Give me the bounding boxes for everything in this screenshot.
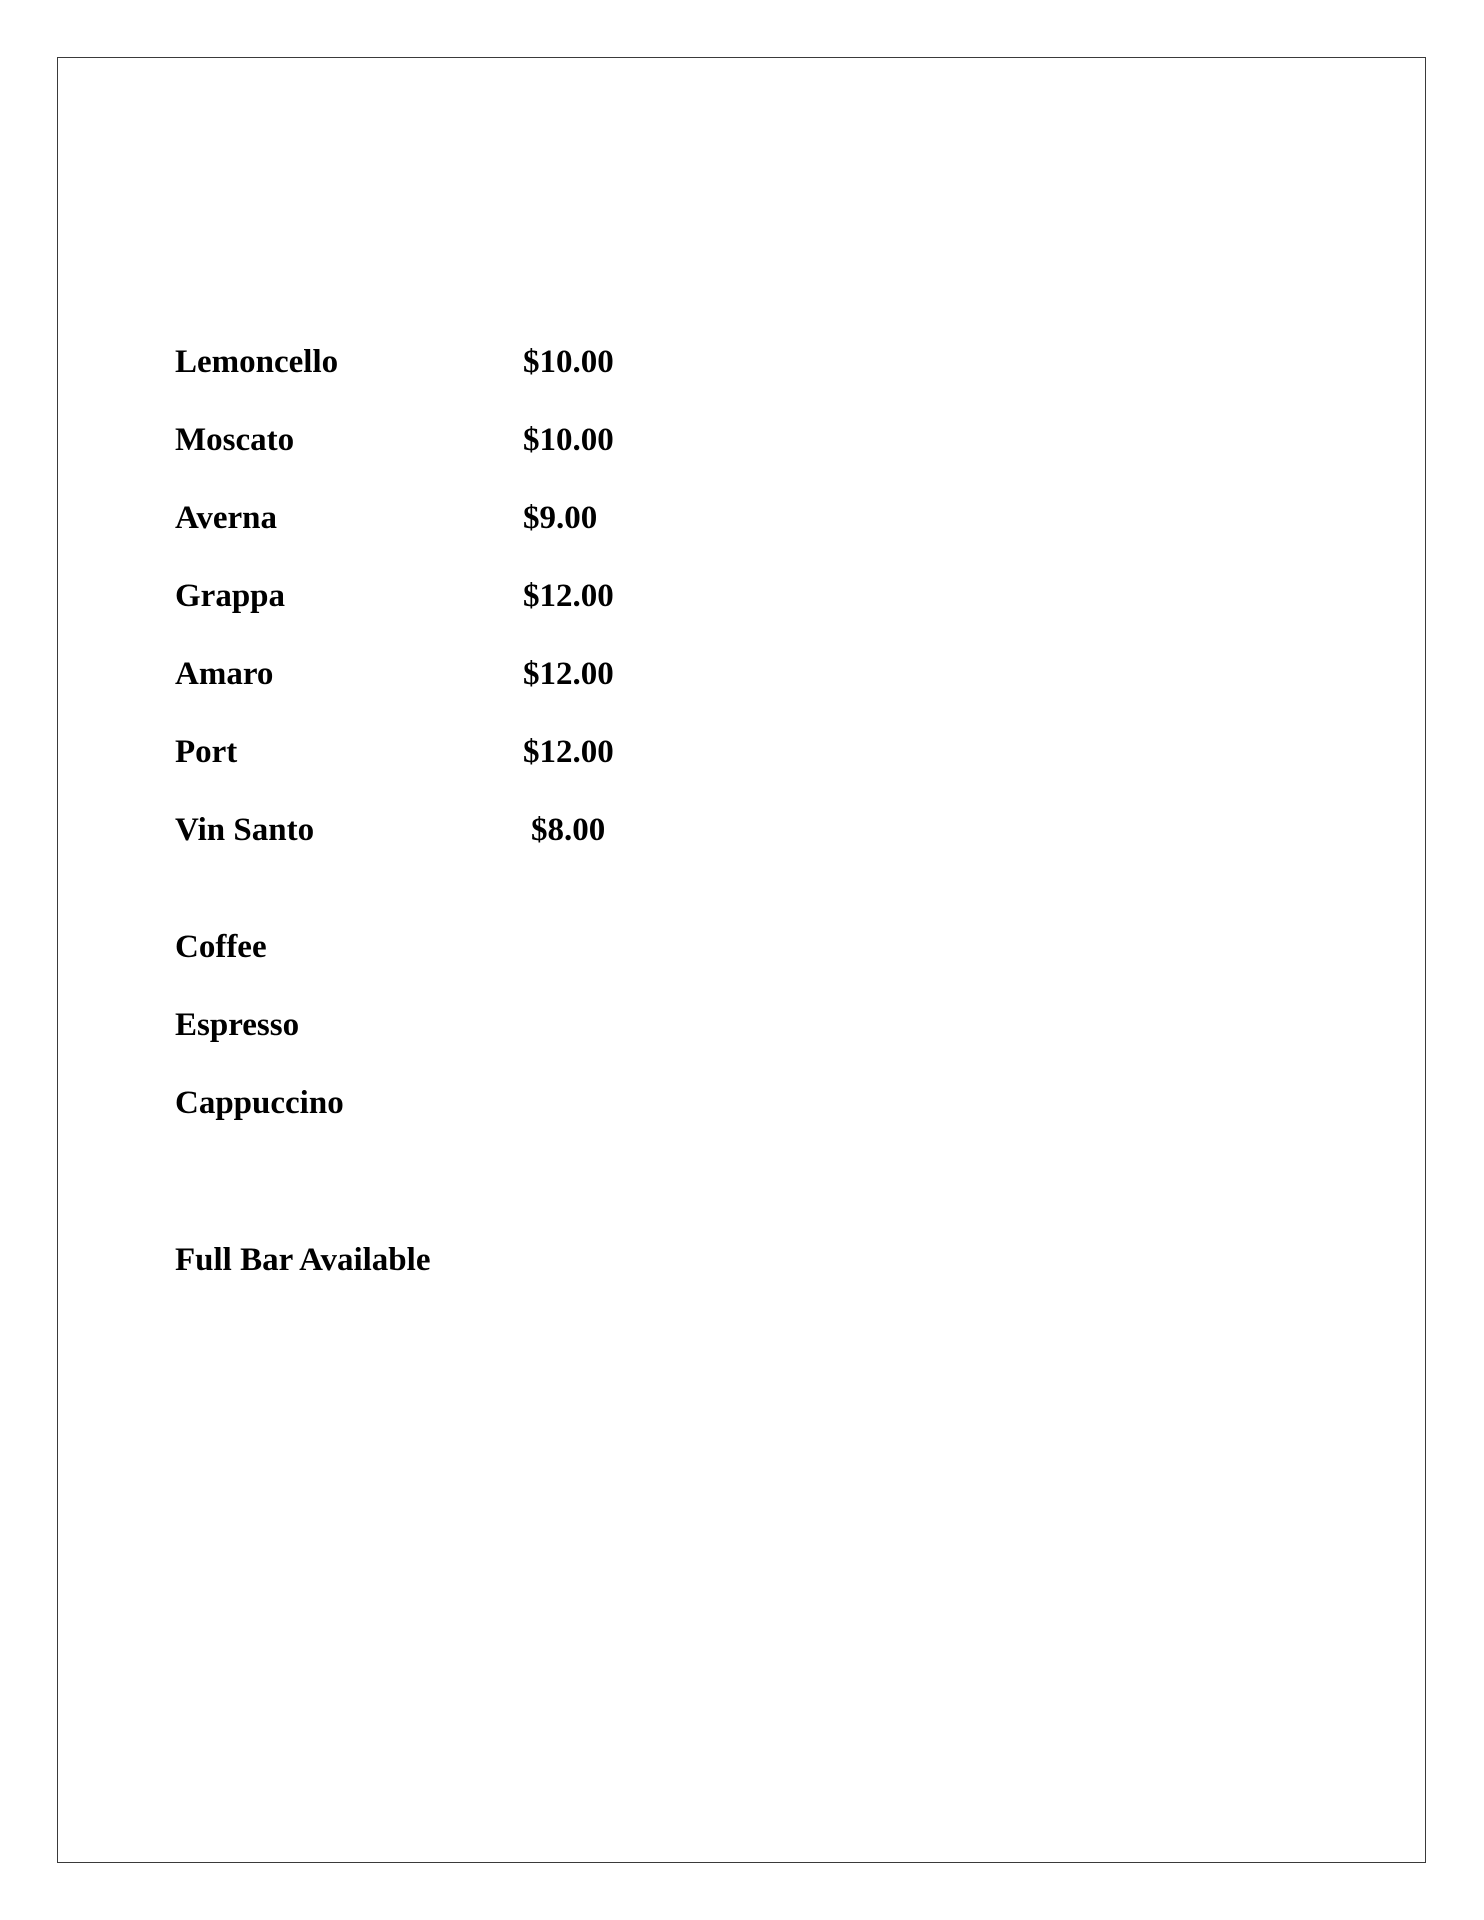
- coffee-item: Coffee: [175, 929, 267, 965]
- menu-item-price: $10.00: [523, 344, 614, 380]
- menu-item-name: Lemoncello: [175, 344, 339, 380]
- menu-item-name: Port: [175, 734, 238, 770]
- coffee-item: Cappuccino: [175, 1085, 344, 1121]
- menu-item-name: Moscato: [175, 422, 295, 458]
- menu-item-price: $10.00: [523, 422, 614, 458]
- menu-item-name: Amaro: [175, 656, 274, 692]
- full-bar-note: Full Bar Available: [175, 1242, 431, 1278]
- menu-item-name: Vin Santo: [175, 812, 315, 848]
- menu-item-price: $8.00: [531, 812, 606, 848]
- coffee-item: Espresso: [175, 1007, 300, 1043]
- menu-item-name: Averna: [175, 500, 278, 536]
- menu-item-price: $12.00: [523, 656, 614, 692]
- menu-item-price: $12.00: [523, 578, 614, 614]
- menu-item-price: $12.00: [523, 734, 614, 770]
- menu-item-name: Grappa: [175, 578, 286, 614]
- menu-item-price: $9.00: [523, 500, 598, 536]
